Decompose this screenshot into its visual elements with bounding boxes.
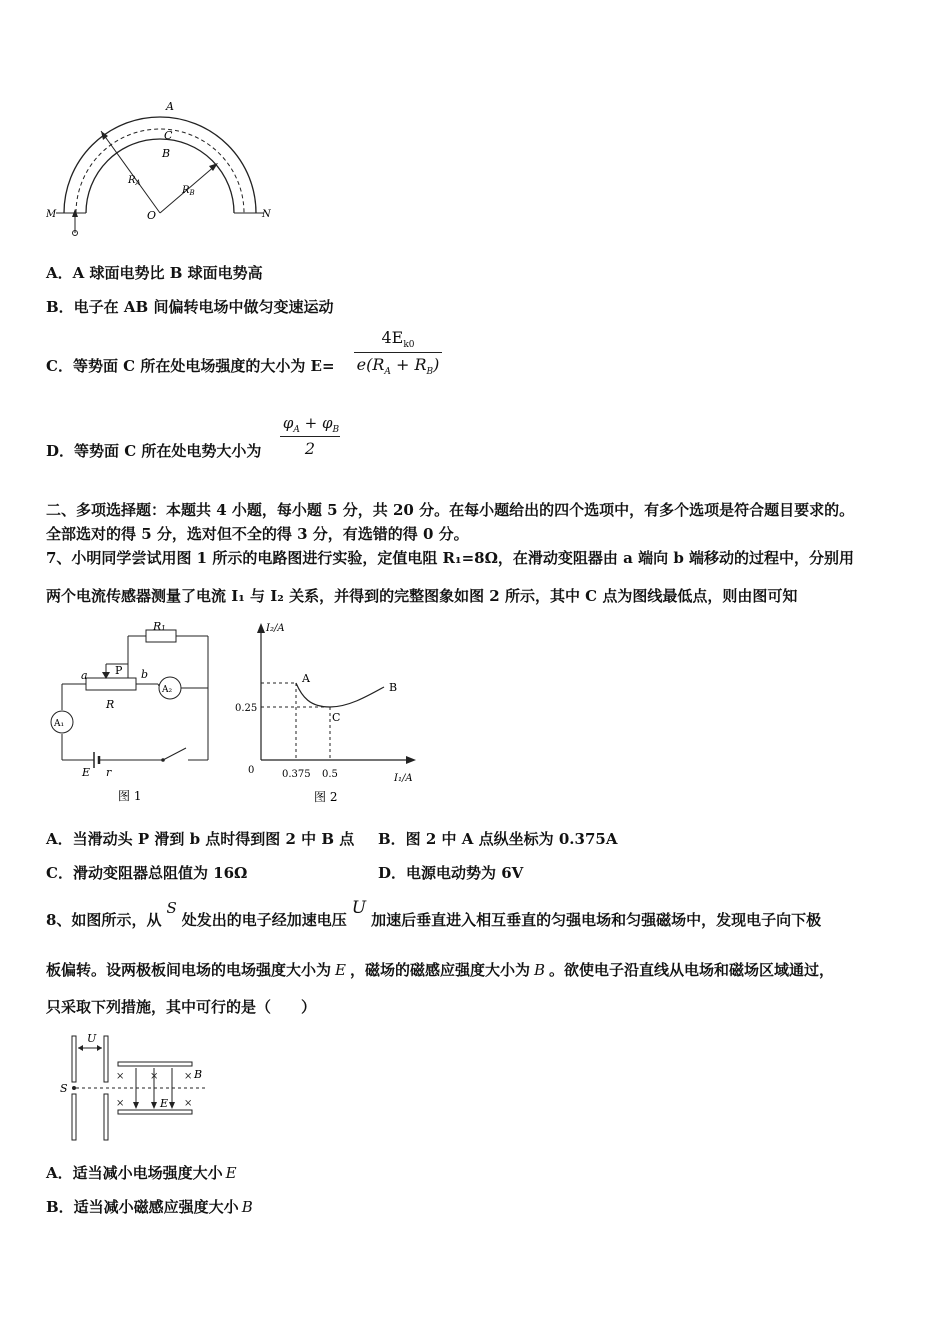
label-M: M: [46, 209, 57, 220]
q6-option-d-fraction: $\varphi_A + \varphi_B$ 2: [280, 414, 342, 434]
graph-point-C: C: [332, 711, 341, 724]
circuit-figure: [46, 622, 218, 807]
fig8-U: U: [87, 1032, 97, 1045]
graph-origin: 0: [248, 765, 255, 776]
graph-ylabel: I₂/A: [266, 623, 285, 634]
fig1-a: a: [81, 669, 88, 682]
q6-option-a: A．A 球面电势比 B 球面电势高: [46, 264, 263, 282]
svg-text:×: ×: [116, 1071, 125, 1082]
label-B: B: [162, 147, 171, 160]
q8-option-a: A．适当减小电场强度大小 E: [46, 1164, 237, 1182]
fig1-A2: A₂: [162, 685, 173, 695]
q7-option-c: C．滑动变阻器总阻值为 16Ω: [46, 864, 248, 882]
fig1-R: R: [106, 698, 115, 711]
label-RB: $R_B$: [182, 185, 195, 197]
svg-text:×: ×: [184, 1098, 193, 1109]
fig1-R1: R₁: [153, 622, 166, 633]
fig1-A1: A₁: [54, 719, 65, 729]
fig1-E: E: [82, 766, 91, 779]
q6-option-d: D．等势面 C 所在处电势大小为: [46, 442, 262, 460]
fig8-B: B: [194, 1068, 203, 1081]
fig1-r: r: [106, 766, 112, 779]
graph-x-tick-2: 0.5: [322, 769, 338, 780]
label-N: N: [262, 209, 271, 220]
svg-text:×: ×: [150, 1071, 159, 1082]
graph-point-A: A: [302, 672, 310, 685]
label-C: C: [164, 129, 173, 142]
q7-line1: 7、小明同学尝试用图 1 所示的电路图进行实验，定值电阻 R₁=8Ω，在滑动变阻器由 a 端向 b 端移动的过程中，分别用: [46, 549, 855, 567]
q7-option-d: D．电源电动势为 6V: [378, 864, 524, 882]
graph-y-tick: 0.25: [235, 703, 258, 714]
fig1-caption: 图 1: [118, 789, 142, 803]
fig1-P: P: [115, 664, 123, 677]
q8-line1: 8、如图所示，从S处发出的电子经加速电压U加速后垂直进入相互垂直的匀强电场和匀强磁场中，发现电子向下极: [46, 898, 822, 929]
svg-text:×: ×: [184, 1071, 193, 1082]
crossed-fields-figure: [58, 1026, 218, 1144]
svg-text:×: ×: [116, 1098, 125, 1109]
section2-line1: 二、多项选择题：本题共 4 小题，每小题 5 分，共 20 分。在每小题给出的四个选项中，有多个选项是符合题目要求的。: [46, 501, 855, 519]
q8-line2: 板偏转。设两极板间电场的电场强度大小为 E ，磁场的磁感应强度大小为 B 。欲使电子沿直线从电场和磁场区域通过，: [46, 961, 835, 979]
label-RA: $R_A$: [128, 175, 141, 187]
q6-option-b: B．电子在 AB 间偏转电场中做匀变速运动: [46, 298, 334, 316]
hemisphere-figure: [46, 95, 286, 240]
graph-xlabel: I₁/A: [394, 773, 413, 784]
q8-line3: 只采取下列措施，其中可行的是（ ）: [46, 998, 317, 1016]
q6-option-c-fraction: $4E_{k0}$ $e(R_A + R_B)$: [352, 328, 444, 350]
graph-curve: [296, 683, 384, 707]
fig1-b: b: [141, 668, 149, 681]
label-O: O: [147, 209, 157, 222]
q7-option-b: B．图 2 中 A 点纵坐标为 0.375A: [378, 830, 618, 848]
label-A: A: [166, 100, 174, 113]
graph-figure: [234, 615, 424, 810]
fig2-caption: 图 2: [314, 790, 338, 804]
graph-x-tick-1: 0.375: [282, 769, 311, 780]
fig8-S: S: [60, 1082, 68, 1095]
q8-option-b: B．适当减小磁感应强度大小 B: [46, 1198, 253, 1216]
q7-line2: 两个电流传感器测量了电流 I₁ 与 I₂ 关系，并得到的完整图象如图 2 所示，其中 C 点为图线最低点，则由图可知: [46, 587, 798, 605]
fig8-E: E: [160, 1097, 169, 1110]
q7-option-a: A．当滑动头 P 滑到 b 点时得到图 2 中 B 点: [46, 830, 355, 848]
section2-line2: 全部选对的得 5 分，选对但不全的得 3 分，有选错的得 0 分。: [46, 525, 469, 543]
graph-point-B: B: [389, 681, 398, 694]
q6-option-c: C．等势面 C 所在处电场强度的大小为 E=: [46, 357, 335, 375]
